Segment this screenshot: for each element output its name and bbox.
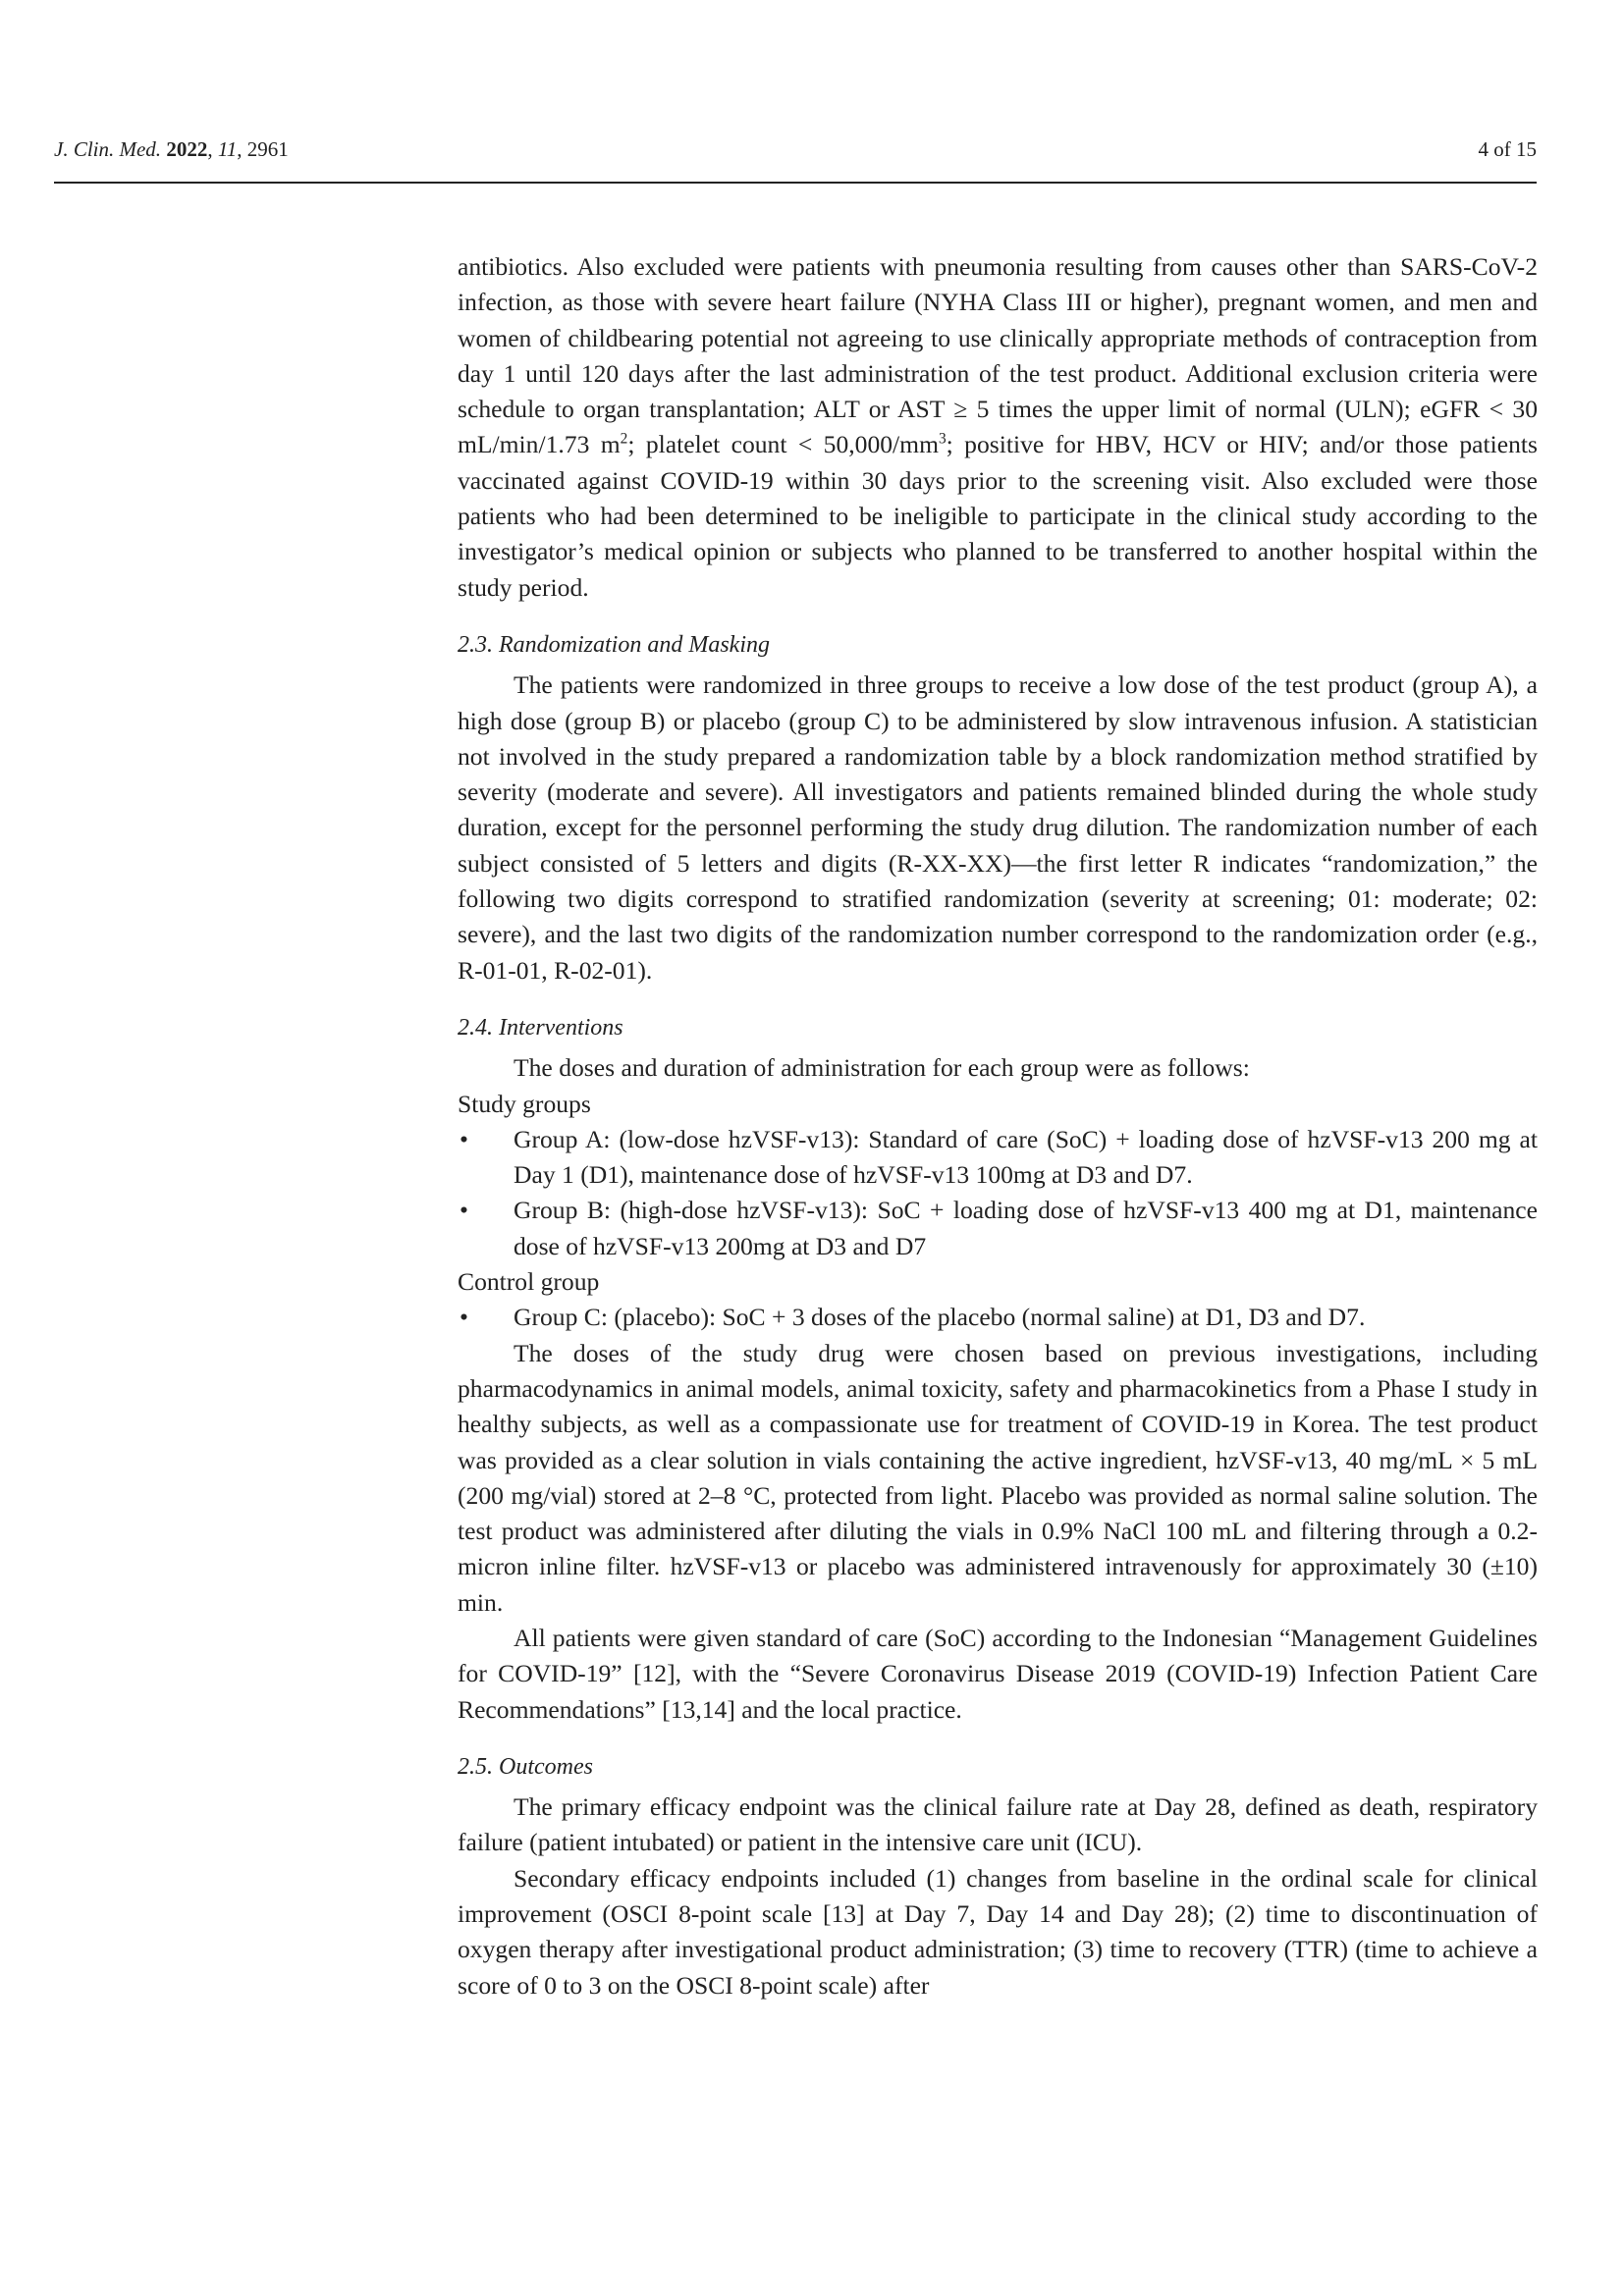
journal-volume: 11 bbox=[217, 137, 238, 161]
section-heading-2-4: 2.4. Interventions bbox=[458, 1014, 623, 1041]
list-item: • Group B: (high-dose hzVSF-v13): SoC + loading dose of hzVSF-v13 400 mg at D1, maintenance dose of hzVSF-v13 200mg at D3 and D7 bbox=[458, 1193, 1538, 1264]
journal-year: 2022 bbox=[166, 137, 208, 161]
exclusion-paragraph: antibiotics. Also excluded were patients with pneumonia resulting from causes other than SARS-CoV-2 infection, as those with severe heart failure (NYHA Class III or higher), pregnant women, and men and women of childbearing potential not agreeing to use clinically appropriate methods of contraception from day 1 until 120 days after the last administration of the test product. Additional exclusion criteria were schedule to organ transplantation; ALT or AST ≥ 5 times the upper limit of normal (ULN); eGFR < 30 mL/min/1.73 $m^2$; platelet count < $50,000/mm^3$; positive for HBV, HCV or HIV; and/or those patients vaccinated against COVID-19 within 30 days prior to the screening visit. Also excluded were those patients who had been determined to be ineligible to participate in the clinical study according to the investigator’s medical opinion or subjects who planned to be transferred to another hospital within the study period. bbox=[458, 252, 1538, 602]
bullet-icon: • bbox=[460, 1124, 468, 1153]
study-groups-list bbox=[458, 1122, 1538, 1264]
primary-endpoint-paragraph: The primary efficacy endpoint was the clinical failure rate at Day 28, defined as death, respiratory failure (patient intubated) or patient in the intensive care unit (ICU). bbox=[458, 1792, 1538, 1857]
secondary-endpoint-paragraph: Secondary efficacy endpoints included (1) changes from baseline in the ordinal scale for clinical improvement (OSCI 8-point scale [13] at Day 7, Day 14 and Day 28); (2) time to discontinuation of oxygen therapy after investigational product administration; (3) time to recovery (TTR) (time to achieve a score of 0 to 3 on the OSCI 8-point scale) after bbox=[458, 1863, 1538, 2000]
running-header bbox=[54, 137, 1537, 171]
section-heading-2-5: 2.5. Outcomes bbox=[458, 1753, 593, 1780]
control-group-label: Control group bbox=[458, 1267, 600, 1297]
bullet-icon: • bbox=[460, 1196, 468, 1225]
control-groups-list bbox=[458, 1300, 1538, 1335]
body-text bbox=[458, 249, 1538, 2003]
list-item: • Group C: (placebo): SoC + 3 doses of the placebo (normal saline) at D1, D3 and D7. bbox=[458, 1300, 1538, 1335]
section-heading-2-3: 2.3. Randomization and Masking bbox=[458, 631, 770, 658]
header-rule bbox=[54, 182, 1537, 184]
journal-abbrev: J. Clin. Med. bbox=[54, 137, 162, 161]
randomization-paragraph: The patients were randomized in three groups to receive a low dose of the test product (group A), a high dose (group B) or placebo (group C) to be administered by slow intravenous infusion. A statistician not involved in the study prepared a randomization table by a block randomization method stratified by severity (moderate and severe). All investigators and patients remained blinded during the whole study duration, except for the personnel performing the study drug dilution. The randomization number of each subject consisted of 5 letters and digits (R-XX-XX)—the first letter R indicates “randomization,” the following two digits correspond to stratified randomization (severity at screening; 01: moderate; 02: severe), and the last two digits of the randomization number correspond to the randomization order (e.g., R-01-01, R-02-01). bbox=[458, 670, 1538, 985]
bullet-icon: • bbox=[460, 1303, 468, 1332]
journal-citation: J. Clin. Med. 2022, 11, 2961 bbox=[54, 137, 289, 161]
interventions-intro: The doses and duration of administration for each group were as follows: bbox=[514, 1053, 1250, 1083]
doses-paragraph: The doses of the study drug were chosen based on previous investigations, including pharmacodynamics in animal models, animal toxicity, safety and pharmacokinetics from a Phase I study in healthy subjects, as well as a compassionate use for treatment of COVID-19 in Korea. The test product was provided as a clear solution in vials containing the active ingredient, hzVSF-v13, 40 mg/mL × 5 mL (200 mg/vial) stored at 2–8 °C, protected from light. Placebo was provided as normal saline solution. The test product was administered after diluting the vials in 0.9% NaCl 100 mL and filtering through a 0.2-micron inline filter. hzVSF-v13 or placebo was administered intravenously for approximately 30 (±10) min. bbox=[458, 1338, 1538, 1617]
list-item: • Group A: (low-dose hzVSF-v13): Standard of care (SoC) + loading dose of hzVSF-v13 200 mg at Day 1 (D1), maintenance dose of hzVSF-v13 100mg at D3 and D7. bbox=[458, 1122, 1538, 1194]
standard-of-care-paragraph: All patients were given standard of care (SoC) according to the Indonesian “Management Guidelines for COVID-19” [12], with the “Severe Coronavirus Disease 2019 (COVID-19) Infection Patient Care Recommendations” [13,14] and the local practice. bbox=[458, 1623, 1538, 1724]
article-number: 2961 bbox=[246, 137, 289, 161]
page-number: 4 of 15 bbox=[1478, 137, 1537, 161]
study-groups-label: Study groups bbox=[458, 1089, 591, 1118]
